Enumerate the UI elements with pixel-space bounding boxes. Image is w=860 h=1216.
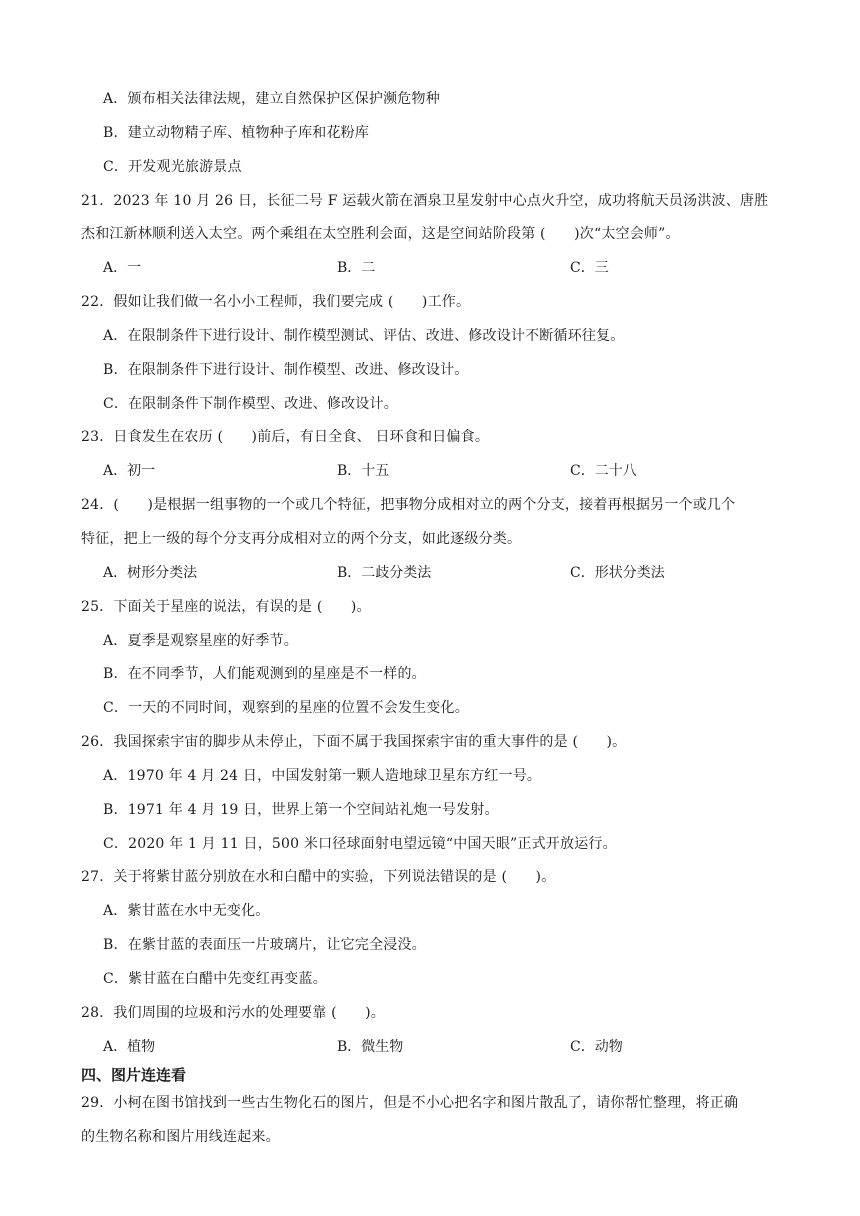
q28-option-c: C．动物	[570, 1039, 623, 1055]
q27-option-c: C．紫甘蓝在白醋中先变红再变蓝。	[103, 971, 327, 987]
q26-option-a: A．1970 年 4 月 24 日，中国发射第一颗人造地球卫星东方红一号。	[103, 768, 542, 784]
q27-stem: 27．关于将紫甘蓝分别放在水和白醋中的实验，下列说法错误的是 ( )。	[81, 869, 556, 885]
q21-stem-line2: 杰和江新林顺利送入太空。两个乘组在太空胜利会面，这是空间站阶段第 ( )次“太空会师”。	[81, 226, 680, 242]
q28-stem: 28．我们周围的垃圾和污水的处理要靠 ( )。	[81, 1005, 385, 1021]
q21-option-b: B．二	[337, 260, 376, 276]
q23-options	[103, 461, 803, 481]
q24-option-b: B．二歧分类法	[337, 565, 432, 581]
q23-option-b: B．十五	[337, 463, 390, 479]
q25-option-a: A．夏季是观察星座的好季节。	[103, 633, 298, 649]
q22-option-b: B．在限制条件下进行设计、制作模型、改进、修改设计。	[103, 362, 469, 378]
q21-stem-line1: 21．2023 年 10 月 26 日，长征二号 F 运载火箭在酒泉卫星发射中心点火升空，成功将航天员汤洪波、唐胜	[81, 193, 769, 209]
q21-option-a: A．一	[103, 260, 142, 276]
q26-option-b: B．1971 年 4 月 19 日，世界上第一个空间站礼炮一号发射。	[103, 802, 499, 818]
q24-stem-line1: 24．( )是根据一组事物的一个或几个特征，把事物分成相对立的两个分支，接着再根据另一个或几个	[81, 497, 736, 513]
q29-stem-line1: 29．小柯在图书馆找到一些古生物化石的图片，但是不小心把名字和图片散乱了，请你帮忙整理，将正确	[81, 1095, 739, 1111]
q23-option-c: C．二十八	[570, 463, 637, 479]
q27-option-a: A．紫甘蓝在水中无变化。	[103, 903, 270, 919]
q27-option-b: B．在紫甘蓝的表面压一片玻璃片，让它完全浸没。	[103, 937, 426, 953]
q20-option-b: B．建立动物精子库、植物种子库和花粉库	[103, 125, 370, 141]
q29-stem-line2: 的生物名称和图片用线连起来。	[81, 1129, 280, 1145]
q26-option-c: C．2020 年 1 月 11 日，500 米口径球面射电望远镜“中国天眼”正式开放运行。	[103, 836, 617, 852]
q21-options	[103, 258, 803, 278]
q24-option-c: C．形状分类法	[570, 565, 665, 581]
q24-stem-line2: 特征，把上一级的每个分支再分成相对立的两个分支，如此逐级分类。	[81, 531, 522, 547]
q20-option-a: A．颁布相关法律法规，建立自然保护区保护濒危物种	[103, 91, 440, 107]
q28-option-b: B．微生物	[337, 1039, 404, 1055]
q28-option-a: A．植物	[103, 1039, 156, 1055]
q22-stem: 22．假如让我们做一名小小工程师，我们要完成 ( )工作。	[81, 294, 471, 310]
q22-option-c: C．在限制条件下制作模型、改进、修改设计。	[103, 396, 398, 412]
q28-options	[103, 1037, 803, 1057]
q25-stem: 25．下面关于星座的说法，有误的是 ( )。	[81, 599, 371, 615]
q20-option-c: C．开发观光旅游景点	[103, 159, 242, 175]
q23-option-a: A．初一	[103, 463, 156, 479]
q24-options	[103, 563, 803, 583]
q24-option-a: A．树形分类法	[103, 565, 198, 581]
q21-option-c: C．三	[570, 260, 609, 276]
q25-option-b: B．在不同季节，人们能观测到的星座是不一样的。	[103, 666, 426, 682]
section-heading: 四、图片连连看	[81, 1066, 187, 1084]
q22-option-a: A．在限制条件下进行设计、制作模型测试、评估、改进、修改设计不断循环往复。	[103, 328, 625, 344]
q23-stem: 23．日食发生在农历 ( )前后，有日全食、 日环食和日偏食。	[81, 429, 490, 445]
q26-stem: 26．我国探索宇宙的脚步从未停止，下面不属于我国探索宇宙的重大事件的是 ( )。	[81, 734, 627, 750]
q25-option-c: C．一天的不同时间，观察到的星座的位置不会发生变化。	[103, 700, 469, 716]
